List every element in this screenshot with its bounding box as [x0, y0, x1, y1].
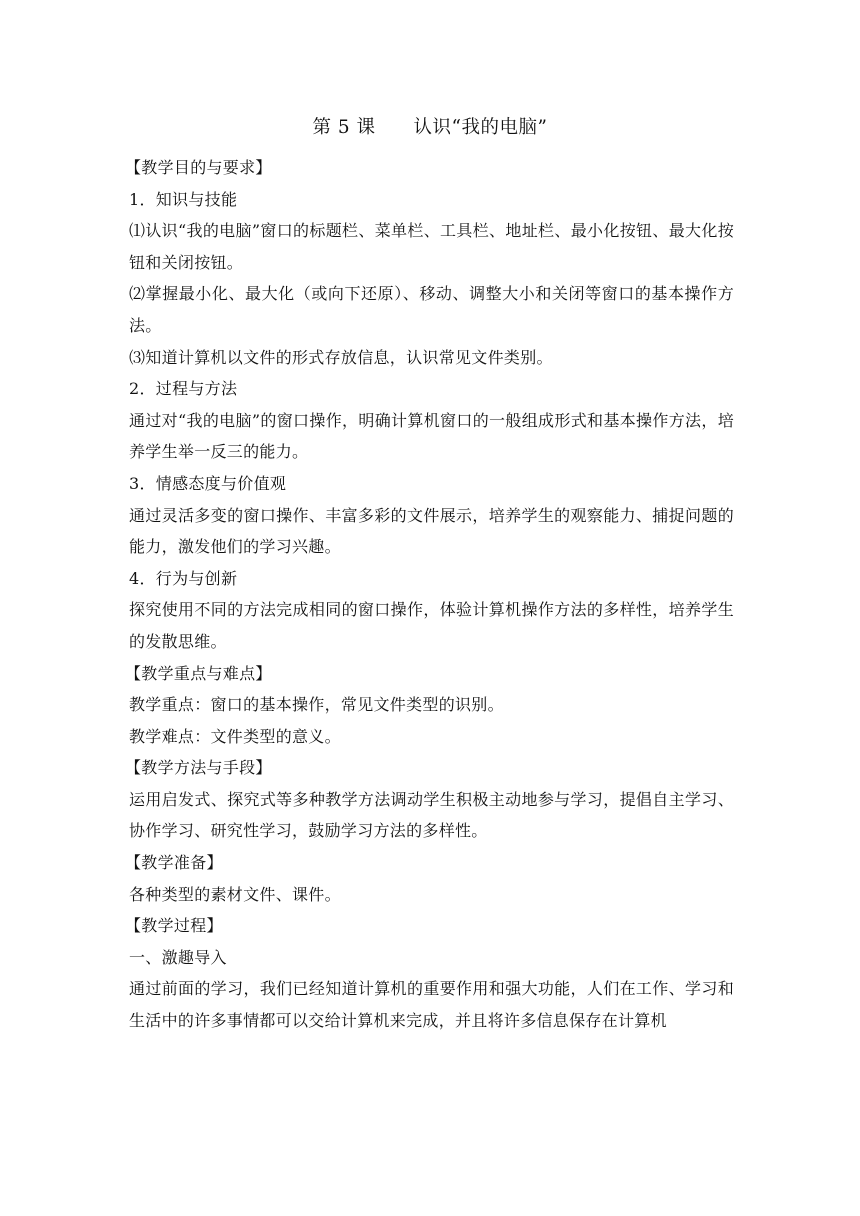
subheading-behavior-innovation: 4．行为与创新 [129, 568, 238, 588]
paragraph: ⑶知道计算机以文件的形式存放信息，认识常见文件类别。 [129, 347, 553, 367]
paragraph: ⑴认识“我的电脑”窗口的标题栏、菜单栏、工具栏、地址栏、最小化按钮、最大化按钮和关闭按钮。 [129, 221, 734, 272]
section-heading-process: 【教学过程】 [125, 916, 223, 936]
subheading-knowledge-skills: 1．知识与技能 [129, 189, 238, 209]
subheading-process-method: 2．过程与方法 [129, 379, 238, 399]
section-heading-methods: 【教学方法与手段】 [125, 758, 272, 778]
paragraph: 通过灵活多变的窗口操作、丰富多彩的文件展示，培养学生的观察能力、捕捉问题的能力，激发他们的学习兴趣。 [129, 505, 734, 557]
paragraph: 通过对“我的电脑”的窗口操作，明确计算机窗口的一般组成形式和基本操作方法，培养学生举一反三的能力。 [129, 410, 734, 462]
paragraph: 教学重点：窗口的基本操作，常见文件类型的识别。 [129, 695, 504, 715]
paragraph: 通过前面的学习，我们已经知道计算机的重要作用和强大功能，人们在工作、学习和生活中的许多事情都可以交给计算机来完成，并且将许多信息保存在计算机 [129, 979, 734, 1031]
subheading-attitude-values: 3．情感态度与价值观 [129, 473, 287, 493]
section-heading-preparation: 【教学准备】 [125, 853, 223, 873]
subheading-introduction: 一、激趣导入 [129, 947, 227, 967]
section-heading-key-points: 【教学重点与难点】 [125, 663, 272, 683]
document-body [125, 152, 734, 1037]
paragraph: ⑵掌握最小化、最大化（或向下还原）、移动、调整大小和关闭等窗口的基本操作方法。 [129, 284, 734, 335]
paragraph: 探究使用不同的方法完成相同的窗口操作，体验计算机操作方法的多样性，培养学生的发散思维。 [129, 600, 734, 651]
paragraph: 各种类型的素材文件、课件。 [129, 884, 341, 904]
paragraph: 运用启发式、探究式等多种教学方法调动学生积极主动地参与学习，提倡自主学习、协作学习、研究性学习，鼓励学习方法的多样性。 [129, 789, 734, 841]
lesson-title: 第 5 课 认识“我的电脑” [312, 117, 548, 138]
paragraph: 教学难点：文件类型的意义。 [129, 726, 341, 746]
section-heading-objectives: 【教学目的与要求】 [125, 158, 272, 177]
